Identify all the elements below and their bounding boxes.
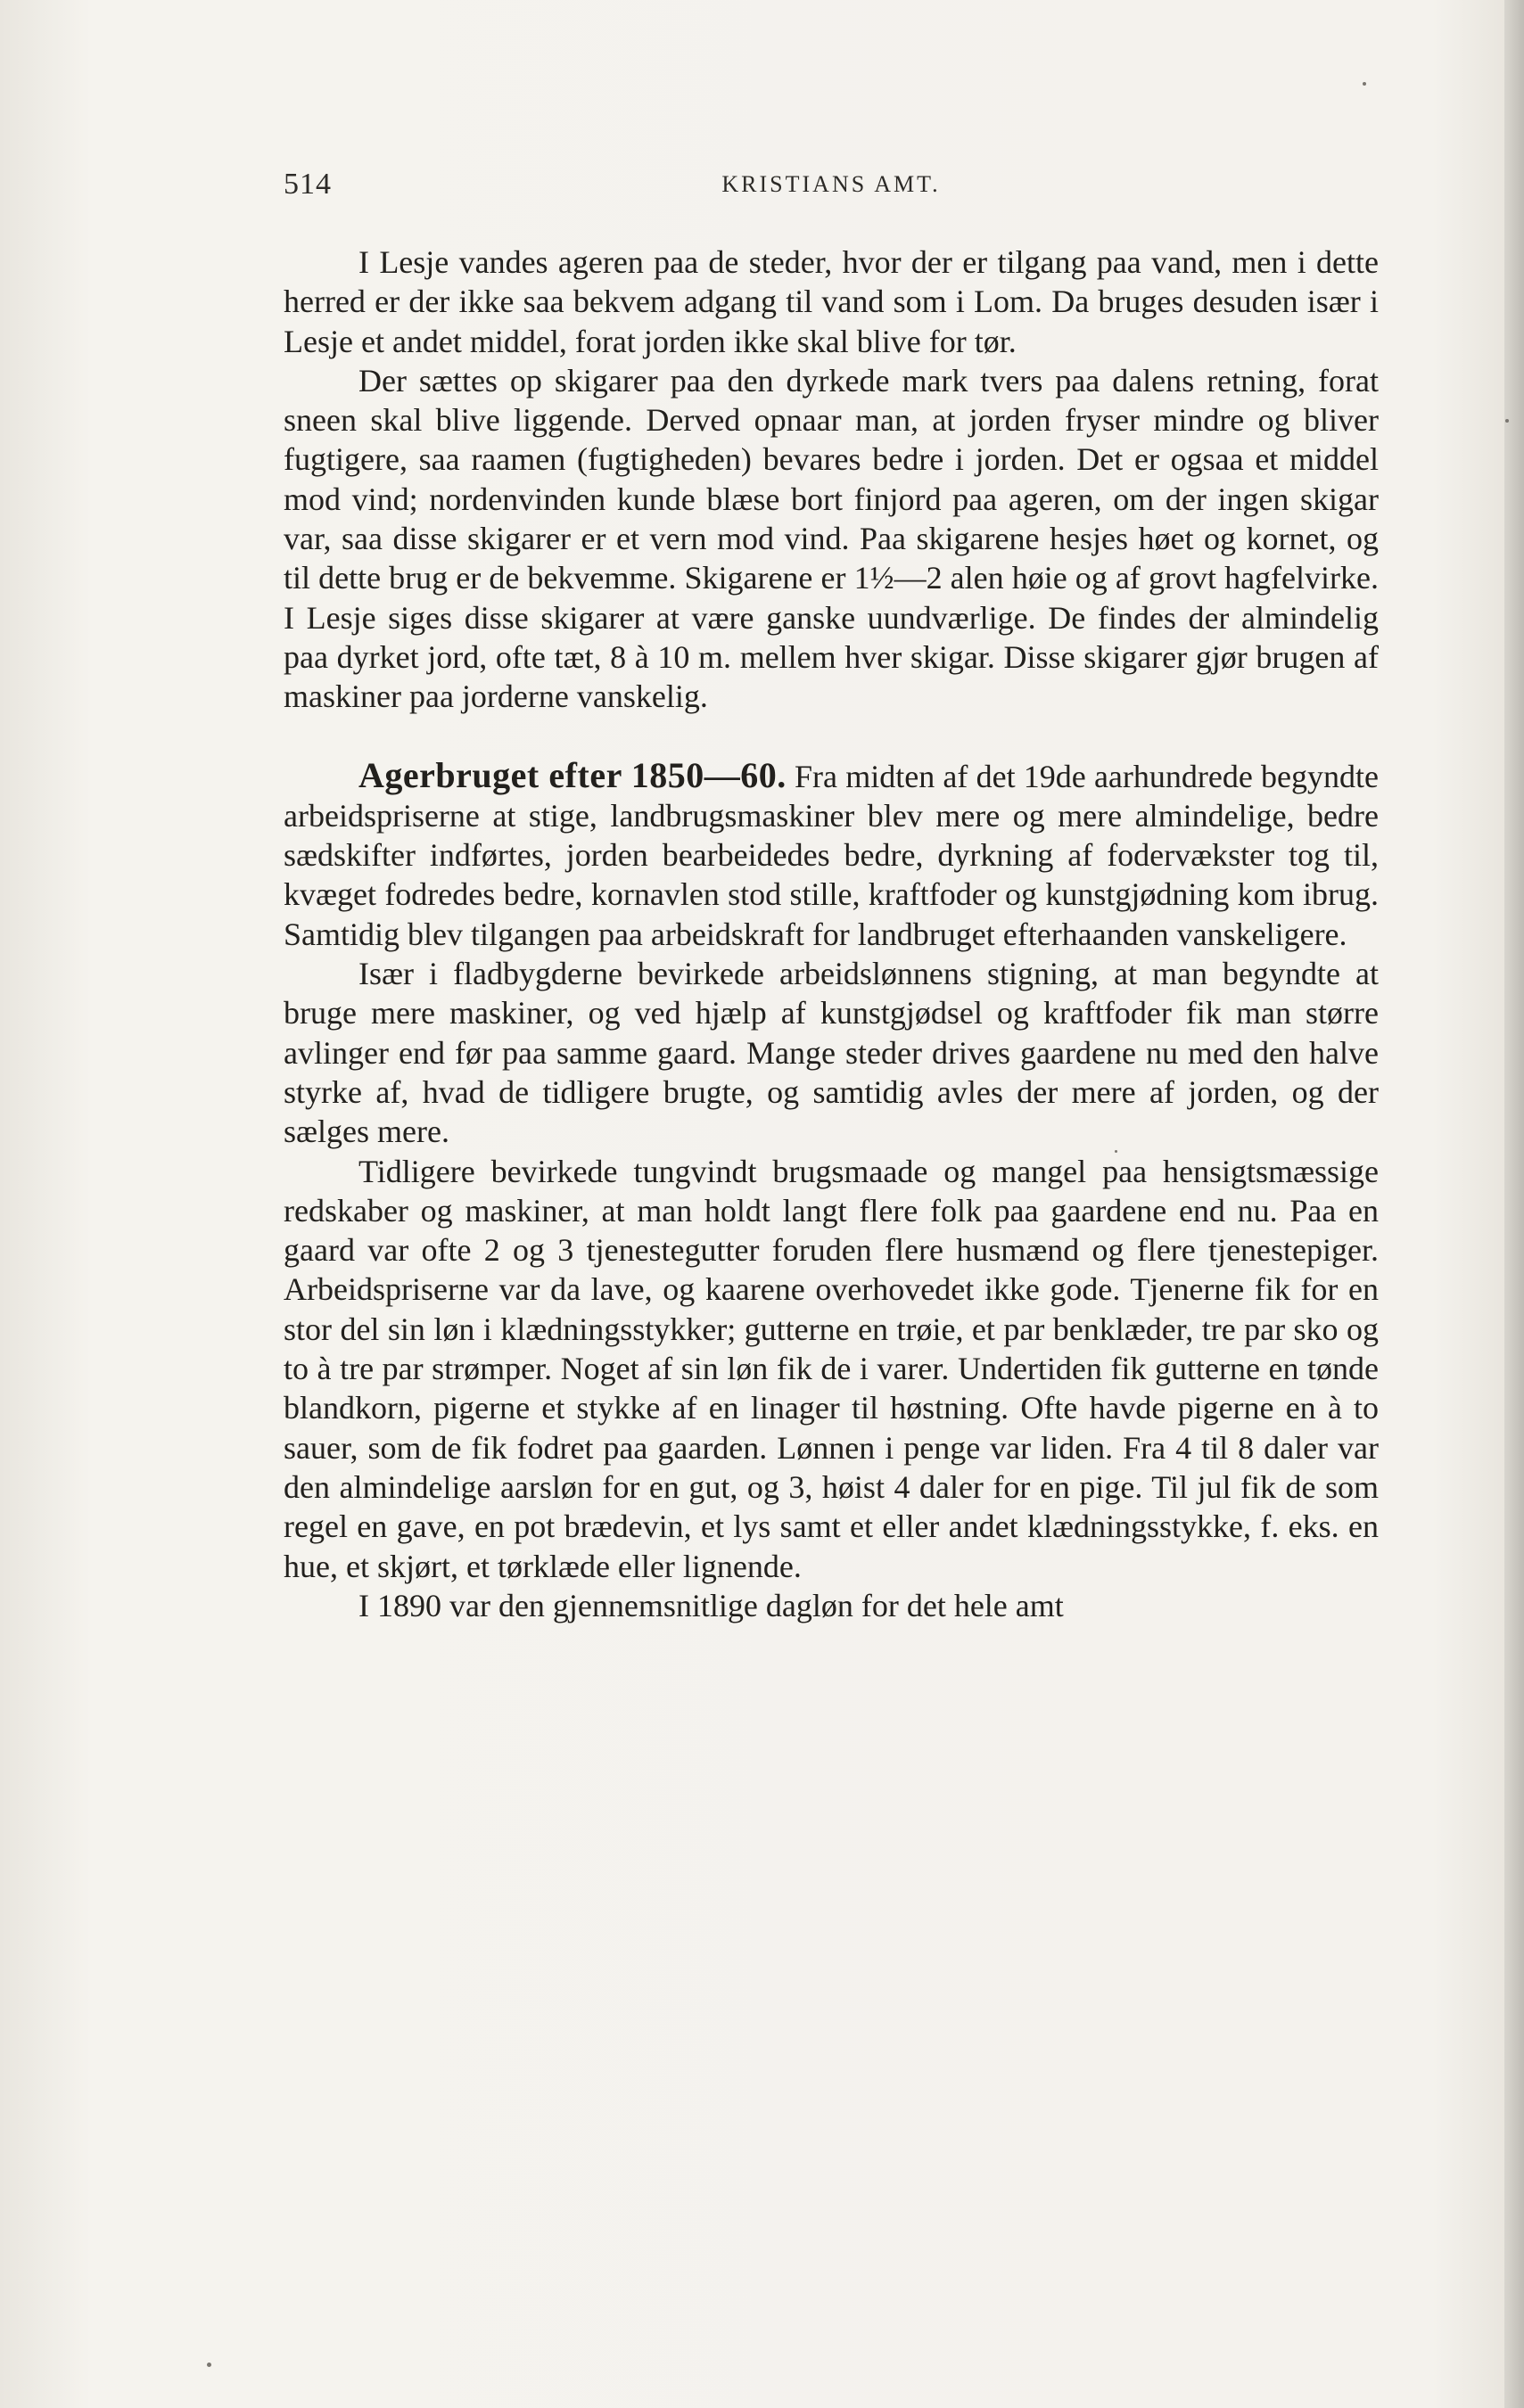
section-lead-text: Fra midten af det 19de aarhundrede begyndte arbeidspriserne at stige, landbrugsmaskiner blev mere og mere almindelige, bedre sædskifter indførtes, jorden bearbeidedes bedre, dyrkning af fodervækster tog til, kvæget fodredes bedre, kornavlen stod stille, kraftfoder og kunstgjødning kom ibrug. Samtidig blev tilgangen paa arbeidskraft for landbruget efterhaanden vanskeligere. [284,758,1380,952]
paragraph: I Lesje vandes ageren paa de steder, hvor der er tilgang paa vand, men i dette herred er der ikke saa bekvem adgang til vand som i Lom. Da bruges desuden især i Lesje et andet middel, forat jorden ikke skal blive for tør. [284,244,1379,359]
scan-speck [1115,1150,1117,1153]
section-paragraph [284,756,1379,954]
scan-speck [1363,82,1366,86]
paragraph: I 1890 var den gjennemsnitlige dagløn for det hele amt [358,1587,1064,1623]
page-header [284,168,1379,212]
section-heading: Agerbruget efter 1850—60. [358,754,787,795]
page-number: 514 [284,168,332,201]
running-head: KRISTIANS AMT. [721,171,941,197]
paragraph: Der sættes op skigarer paa den dyrkede mark tvers paa dalens retning, forat sneen skal blive liggende. Derved opnaar man, at jorden fryser mindre og bliver fugtigere, saa raamen (fugtigheden) bevares bedre i jorden. Det er ogsaa et middel mod vind; nordenvinden kunde blæse bort finjord paa ageren, om der ingen skigar var, saa disse skigarer er et vern mod vind. Paa skigarene hesjes høet og kornet, og til dette brug er de bekvemme. Skigarene er 1½—2 alen høie og af grovt hagfelvirke. I Lesje siges disse skigarer at være ganske uundværlige. De findes der almindelig paa dyrket jord, ofte tæt, 8 à 10 m. mellem hver skigar. Disse skigarer gjør brugen af maskiner paa jorderne vanskelig. [284,362,1379,715]
page-edge-shadow [1504,0,1524,2408]
paragraph: Især i fladbygderne bevirkede arbeidslønnens stigning, at man begyndte at bruge mere maskiner, og ved hjælp af kunstgjødsel og kraftfoder fik man større avlinger end før paa samme gaard. Mange steder drives gaardene nu med den halve styrke af, hvad de tidligere brugte, og samtidig avles der mere af jorden, og der sælges mere. [284,956,1379,1150]
scan-speck [1505,419,1509,423]
body-text [284,242,1379,1625]
paragraph: Tidligere bevirkede tungvindt brugsmaade og mangel paa hensigtsmæssige redskaber og maskiner, at man holdt langt flere folk paa gaardene end nu. Paa en gaard var ofte 2 og 3 tjenestegutter foruden flere husmænd og flere tjenestepiger. Arbeidspriserne var da lave, og kaarene overhovedet ikke gode. Tjenerne fik for en stor del sin løn i klædningsstykker; gutterne en trøie, et par benklæder, tre par sko og to à tre par strømper. Noget af sin løn fik de i varer. Undertiden fik gutterne en tønde blandkorn, pigerne et stykke af en linager til høstning. Ofte havde pigerne en à to sauer, som de fik fodret paa gaarden. Lønnen i penge var liden. Fra 4 til 8 daler var den almindelige aarsløn for en gut, og 3, høist 4 daler for en pige. Til jul fik de som regel en gave, en pot brædevin, et lys samt et eller andet klædningsstykke, f. eks. en hue, et skjørt, et tørklæde eller lignende. [284,1153,1379,1584]
scan-speck [207,2363,211,2367]
